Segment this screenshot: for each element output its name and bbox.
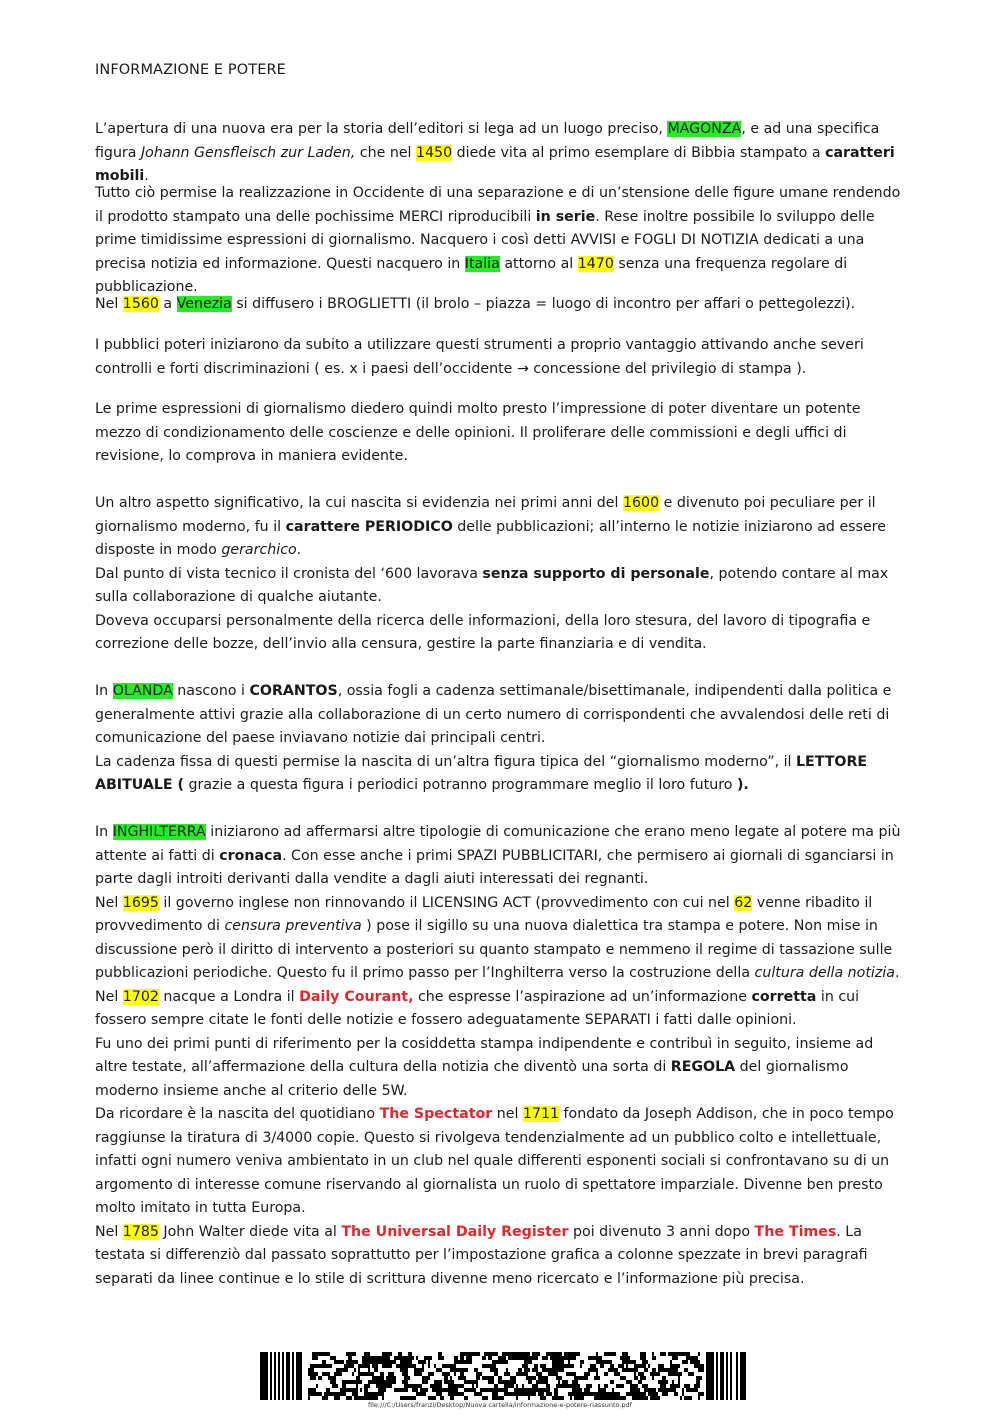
- text-span: Dal punto di vista tecnico il cronista del ‘600 lavorava: [95, 565, 483, 582]
- footer-file-path: file:///C:/Users/franzi/Desktop/Nuova cartella/informazione-e-potere-riassunto.pdf: [368, 1401, 632, 1409]
- newspaper-name: The Times: [754, 1223, 837, 1240]
- text-span: che nel: [355, 144, 416, 161]
- paragraph-venezia: [95, 293, 907, 317]
- newspaper-name: The Universal Daily Register: [341, 1223, 569, 1240]
- bold-text: ).: [736, 777, 749, 793]
- text-span: venne ribadito il provvedimento di: [95, 894, 873, 934]
- highlight-year: 1695: [122, 894, 159, 911]
- text-span: grazie a questa figura i periodici potranno programmare meglio il loro futuro: [183, 777, 737, 793]
- text-span: I pubblici poteri iniziarono da subito a utilizzare questi strumenti a proprio vantaggio attivando anche severi controlli e forti discriminazioni ( es. x i paesi dell’occidente: [95, 337, 864, 377]
- text-span: , potendo contare al max sulla collaborazione di qualche aiutante.: [95, 565, 889, 605]
- text-span: Nel: [95, 988, 123, 1005]
- text-span: L’apertura di una nuova era per la storia dell’editori si lega ad un luogo preciso,: [95, 121, 668, 137]
- text-span: nel: [492, 1106, 523, 1122]
- text-span: che espresse l’aspirazione ad un’informazione: [413, 988, 752, 1005]
- text-span: In: [95, 683, 113, 699]
- text-span: La cadenza fissa di questi permise la nascita di un’altra figura tipica del “giornalismo moderno”, il: [95, 753, 797, 770]
- bold-text: cronaca: [219, 847, 283, 864]
- text-span: Tutto ciò permise la realizzazione in Occidente di una separazione e di un’stensione delle figure umane rendendo il prodotto stampato una delle pochissime MERCI riproducibili: [95, 185, 901, 225]
- text-span: a: [158, 296, 177, 312]
- arrow-icon: →: [516, 360, 529, 377]
- page-title: INFORMAZIONE E POTERE: [95, 62, 286, 78]
- italic-text: cultura della notizia: [754, 965, 895, 981]
- text-span: Fu uno dei primi punti di riferimento per la cosiddetta stampa indipendente e contribuì in seguito, insieme ad altre testate, all’affermazione della cultura della notizia che diventò una sorta di: [95, 1035, 874, 1075]
- italic-text: gerarchico: [221, 542, 297, 558]
- bold-text: carattere PERIODICO: [285, 518, 453, 535]
- bold-text: caratteri mobili: [95, 144, 895, 184]
- text-span: senza una frequenza regolare di pubblicazione.: [95, 255, 848, 295]
- text-span: .: [144, 168, 149, 184]
- newspaper-name: The Spectator: [379, 1106, 493, 1122]
- text-span: In: [95, 824, 113, 840]
- text-span: delle pubblicazioni; all’interno le notizie iniziarono ad essere disposte in modo: [95, 518, 886, 558]
- highlight-place: Venezia: [176, 296, 232, 312]
- text-span: attorno al: [499, 255, 578, 272]
- text-span: concessione del privilegio di stampa ).: [528, 360, 807, 377]
- text-span: poi divenuto 3 anni dopo: [568, 1223, 755, 1240]
- highlight-year: 1560: [122, 296, 159, 312]
- italic-text: censura preventiva: [224, 918, 362, 934]
- pdf417-barcode: [260, 1352, 748, 1400]
- paragraph-periodico: [95, 492, 907, 657]
- text-span: .: [296, 542, 302, 558]
- highlight-year: 1702: [122, 988, 159, 1005]
- text-span: Nel: [95, 1223, 123, 1240]
- text-span: Da ricordare è la nascita del quotidiano: [95, 1106, 380, 1122]
- highlight-place: Italia: [464, 255, 500, 272]
- text-span: Un altro aspetto significativo, la cui nascita si evidenzia nei primi anni del: [95, 495, 623, 511]
- paragraph-magonza: [95, 118, 907, 189]
- text-span: iniziarono ad affermarsi altre tipologie di comunicazione che erano meno legate al potere ma più attente ai fatti di: [95, 824, 901, 864]
- text-span: il governo inglese non rinnovando il LICENSING ACT (provvedimento con cui nel: [158, 894, 735, 911]
- bold-text: senza supporto di personale: [482, 565, 710, 582]
- text-span: fondato da Joseph Addison, che in poco tempo raggiunse la tiratura di 3/4000 copie. Questo si rivolgeva tendenzialmente ad un pubblico colto e intellettuale, infatti ogni numero veniva ambientato in un club nel quale differenti esponenti sociali si confrontavano su di un argomento di interesse comune riservando al giornalista un ruolo di spettatore imparziale. Divenne ben presto molto imitato in tutta Europa.: [95, 1106, 894, 1216]
- text-span: Doveva occuparsi personalmente della ricerca delle informazioni, della loro stesura, del lavoro di tipografia e correzione delle bozze, dell’invio alla censura, gestire la parte finanziaria e di vendita.: [95, 612, 871, 652]
- paragraph-inghilterra: [95, 821, 907, 1291]
- text-span: Nel: [95, 296, 123, 312]
- paragraph-poteri: [95, 334, 907, 381]
- text-span: . Rese inoltre possibile lo sviluppo delle prime timidissime espressioni di giornalismo. Nacquero i così detti AVVISI e FOGLI DI NOTIZIA dedicati a una precisa notizia ed informazione. Questi nacquero in: [95, 208, 875, 272]
- italic-name: Johann Gensfleisch zur Laden,: [140, 144, 356, 161]
- highlight-place: MAGONZA: [667, 121, 742, 137]
- text-span: .: [894, 965, 900, 981]
- highlight-year: 1785: [122, 1223, 159, 1240]
- highlight-place: OLANDA: [112, 683, 173, 699]
- text-span: Nel: [95, 894, 123, 911]
- text-span: in cui fossero sempre citate le fonti delle notizie e fossero adeguatamente SEPARATI i fatti dalle opinioni.: [95, 988, 860, 1028]
- paragraph-condizionamento: Le prime espressioni di giornalismo diedero quindi molto presto l’impressione di poter diventare un potente mezzo di condizionamento delle coscienze e delle opinioni. Il proliferare delle commissioni e degli uffici di revisione, lo comprova in maniera evidente.: [95, 401, 861, 464]
- bold-text: REGOLA: [670, 1059, 736, 1075]
- text-span: nascono i: [172, 683, 250, 699]
- highlight-year: 1711: [522, 1106, 560, 1122]
- text-span: del giornalismo moderno insieme anche al criterio delle 5W.: [95, 1059, 849, 1099]
- highlight-place: INGHILTERRA: [112, 824, 206, 840]
- bold-text: CORANTOS: [249, 683, 338, 699]
- text-span: . La testata si differenziò dal passato soprattutto per l’impostazione grafica a colonne spezzate in brevi paragrafi separati da linee continue e lo stile di scrittura divenne meno ricercato e l’informazione più precisa.: [95, 1223, 868, 1287]
- highlight-year: 62: [734, 894, 753, 911]
- text-span: . Con esse anche i primi SPAZI PUBBLICITARI, che permisero ai giornali di sganciarsi in parte dagli introiti derivanti dalla vendite a dagli aiuti interessati dei regnanti.: [95, 847, 894, 887]
- text-span: ) pose il sigillo su una nuova dialettica tra stampa e potere. Non mise in discussione però il diritto di intervento a posteriori su quanto stampato e nemmeno il regime di tassazione sulle pubblicazioni periodiche. Questo fu il primo passo per l’Inghilterra verso la costruzione della: [95, 918, 893, 981]
- bold-text: corretta: [751, 988, 817, 1005]
- bold-text: LETTORE ABITUALE (: [95, 753, 868, 793]
- highlight-year: 1470: [577, 255, 614, 272]
- paragraph-olanda: [95, 680, 907, 798]
- highlight-year: 1450: [416, 144, 453, 161]
- paragraph-occidente: [95, 182, 907, 300]
- text-span: , e ad una specifica figura: [95, 121, 880, 161]
- bold-text: in serie: [535, 208, 596, 225]
- newspaper-name: Daily Courant,: [299, 988, 414, 1005]
- text-span: nacque a Londra il: [158, 988, 300, 1005]
- text-span: diede vita al primo esemplare di Bibbia stampato a: [452, 144, 826, 161]
- text-span: si diffusero i BROGLIETTI (il brolo – piazza = luogo di incontro per affari o pettegolezzi).: [231, 296, 856, 312]
- text-span: e divenuto poi peculiare per il giornalismo moderno, fu il: [95, 495, 876, 535]
- text-span: , ossia fogli a cadenza settimanale/bisettimanale, indipendenti dalla politica e generalmente attivi grazie alla collaborazione di un certo numero di corrispondenti che avvalendosi delle reti di comunicazione del paese inviavano notizie dai principali centri.: [95, 683, 892, 746]
- highlight-year: 1600: [622, 495, 660, 511]
- text-span: John Walter diede vita al: [158, 1223, 342, 1240]
